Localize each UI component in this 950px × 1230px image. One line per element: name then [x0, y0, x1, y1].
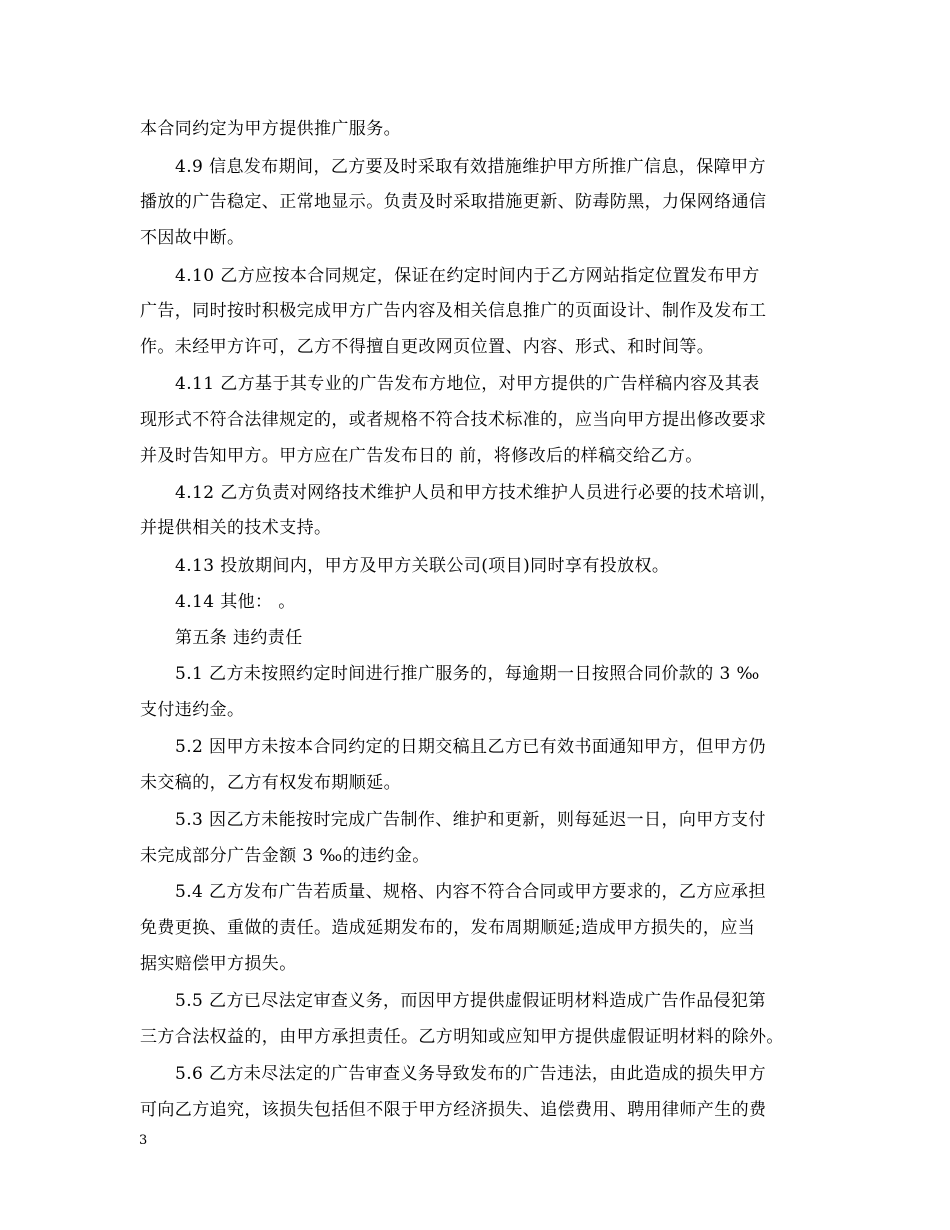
- text-line: 5.2 因甲方未按本合同约定的日期交稿且乙方已有效书面通知甲方，但甲方仍: [175, 737, 766, 757]
- text-line: 本合同约定为甲方提供推广服务。: [140, 119, 401, 139]
- text-line: 4.13 投放期间内，甲方及甲方关联公司(项目)同时享有投放权。: [175, 556, 670, 576]
- text-line: 广告，同时按时积极完成甲方广告内容及相关信息推广的页面设计、制作及发布工: [140, 301, 767, 321]
- text-line: 并提供相关的技术支持。: [140, 518, 332, 538]
- text-line: 未交稿的，乙方有权发布期顺延。: [140, 773, 401, 793]
- text-line: 免费更换、重做的责任。造成延期发布的，发布周期顺延;造成甲方损失的，应当: [140, 918, 756, 938]
- text-line: 作。未经甲方许可，乙方不得擅自更改网页位置、内容、形式、和时间等。: [140, 337, 715, 357]
- text-line: 4.10 乙方应按本合同规定，保证在约定时间内于乙方网站指定位置发布甲方: [175, 266, 760, 286]
- section-heading: 第五条 违约责任: [175, 628, 303, 648]
- text-line: 5.4 乙方发布广告若质量、规格、内容不符合合同或甲方要求的，乙方应承担: [175, 882, 766, 902]
- text-line: 4.11 乙方基于其专业的广告发布方地位，对甲方提供的广告样稿内容及其表: [175, 374, 760, 394]
- text-line: 可向乙方追究，该损失包括但不限于甲方经济损失、追偿费用、聘用律师产生的费: [140, 1100, 767, 1120]
- text-line: 5.1 乙方未按照约定时间进行推广服务的，每逾期一日按照合同价款的 3 ‰: [175, 664, 760, 684]
- text-line: 现形式不符合法律规定的，或者规格不符合技术标准的，应当向甲方提出修改要求: [140, 410, 767, 430]
- text-line: 5.5 乙方已尽法定审查义务，而因甲方提供虚假证明材料造成广告作品侵犯第: [175, 991, 766, 1011]
- text-line: 并及时告知甲方。甲方应在广告发布日的 前，将修改后的样稿交给乙方。: [140, 446, 703, 466]
- text-line: 据实赔偿甲方损失。: [140, 954, 297, 974]
- page-number: 3: [139, 1133, 148, 1148]
- text-line: 4.12 乙方负责对网络技术维护人员和甲方技术维护人员进行必要的技术培训，: [175, 483, 778, 503]
- text-line: 不因故中断。: [140, 228, 245, 248]
- text-line: 播放的广告稳定、正常地显示。负责及时采取措施更新、防毒防黑，力保网络通信: [140, 192, 767, 212]
- text-line: 支付违约金。: [140, 700, 245, 720]
- text-line: 4.14 其他： 。: [175, 592, 296, 612]
- text-line: 三方合法权益的，由甲方承担责任。乙方明知或应知甲方提供虚假证明材料的除外。: [140, 1027, 784, 1047]
- text-line: 未完成部分广告金额 3 ‰的违约金。: [140, 846, 430, 866]
- text-line: 5.6 乙方未尽法定的广告审查义务导致发布的广告违法，由此造成的损失甲方: [175, 1064, 766, 1084]
- text-line: 4.9 信息发布期间，乙方要及时采取有效措施维护甲方所推广信息，保障甲方: [175, 157, 766, 177]
- text-line: 5.3 因乙方未能按时完成广告制作、维护和更新，则每延迟一日，向甲方支付: [175, 810, 766, 830]
